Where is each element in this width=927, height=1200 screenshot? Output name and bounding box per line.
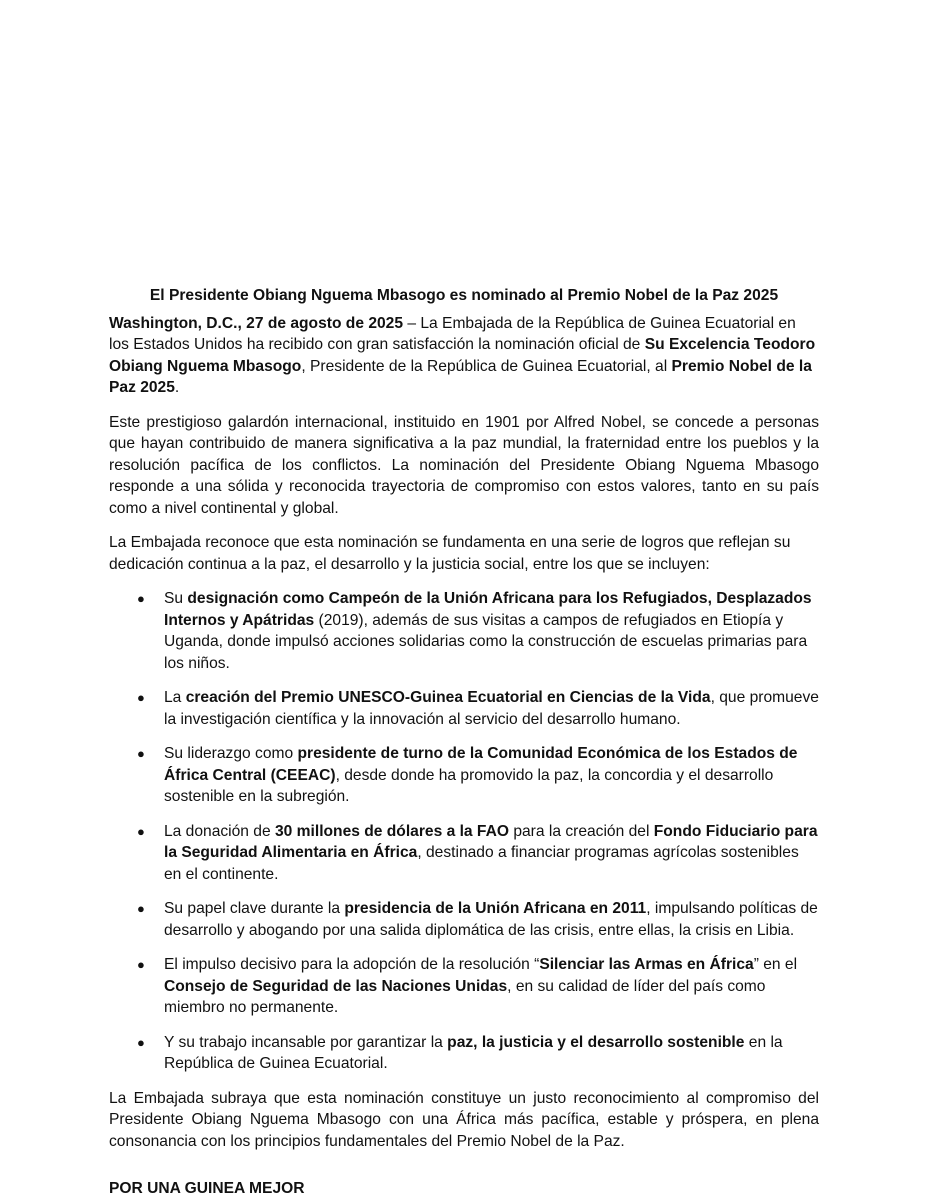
item-bold: Consejo de Seguridad de las Naciones Unidas xyxy=(164,977,508,995)
list-item xyxy=(109,588,819,674)
item-text: para la creación del xyxy=(508,822,654,840)
bullet-icon: ● xyxy=(137,1034,145,1050)
item-text: La donación de xyxy=(164,822,275,840)
intro-text-3: . xyxy=(174,379,180,396)
list-item xyxy=(109,687,819,730)
list-item xyxy=(109,743,819,808)
item-text: Y su trabajo incansable por garantizar la xyxy=(164,1033,448,1051)
item-bold: paz, la justicia y el desarrollo sostenible xyxy=(447,1033,745,1051)
list-item xyxy=(109,1032,819,1075)
item-text: , que promueve la investigación científica y la innovación al servicio del desarrollo humano. xyxy=(164,689,819,728)
intro-paragraph xyxy=(109,313,819,399)
press-release-document xyxy=(109,285,819,1200)
item-text: , impulsando políticas de desarrollo y abogando por una salida diplomática de las crisis, entre ellas, la crisis en Libia. xyxy=(164,900,818,939)
bullet-icon: ● xyxy=(137,746,145,761)
item-text: , destinado a financiar programas agrícolas sostenibles en el continente. xyxy=(164,844,799,883)
item-text: ” en el xyxy=(753,956,798,973)
item-text: en la República de Guinea Ecuatorial. xyxy=(164,1033,783,1072)
achievements-list xyxy=(109,588,819,1075)
intro-bold-nominee: Su Excelencia Teodoro Obiang Nguema Mbasogo xyxy=(109,336,816,375)
bullet-icon: ● xyxy=(137,591,145,606)
item-text: Su liderazgo como xyxy=(164,745,298,762)
prize-description-paragraph: Este prestigioso galardón internacional, instituido en 1901 por Alfred Nobel, se concede a personas que hayan contribuido de manera significativa a la paz mundial, la fraternidad entre los pueblos y la resolución pacífica de los conflictos. La nominación del Presidente Obiang Nguema Mbasogo responde a una sólida y reconocida trayectoria de compromiso con estos valores, tanto en su país como a nivel continental y global. xyxy=(109,413,819,517)
achievements-intro-paragraph: La Embajada reconoce que esta nominación se fundamenta en una serie de logros que reflejan su dedicación continua a la paz, el desarrollo y la justicia social, entre los que se incluyen: xyxy=(109,534,791,573)
bullet-icon: ● xyxy=(137,690,145,705)
item-text: La xyxy=(164,689,186,706)
dateline: Washington, D.C., 27 de agosto de 2025 xyxy=(109,314,404,332)
item-text: Su xyxy=(164,590,188,607)
document-title: El Presidente Obiang Nguema Mbasogo es nominado al Premio Nobel de la Paz 2025 xyxy=(149,287,779,304)
bullet-icon: ● xyxy=(137,901,145,916)
intro-text-2: , Presidente de la República de Guinea Ecuatorial, al xyxy=(301,357,672,375)
item-bold: designación como Campeón de la Unión Africana para los Refugiados, Desplazados Internos y Apátridas xyxy=(164,590,812,629)
list-item xyxy=(109,898,819,941)
list-item xyxy=(109,821,819,886)
intro-text-1: – La Embajada de la República de Guinea Ecuatorial en los Estados Unidos ha recibido con gran satisfacción la nominación oficial de xyxy=(109,314,796,353)
list-item xyxy=(109,954,819,1019)
item-bold: presidente de turno de la Comunidad Económica de los Estados de África Central (CEEAC) xyxy=(164,745,798,784)
item-text: Su papel clave durante la xyxy=(164,900,345,917)
item-text: El impulso decisivo para la adopción de la resolución “ xyxy=(164,956,540,973)
item-text: , en su calidad de líder del país como miembro no permanente. xyxy=(164,977,766,1016)
item-text: (2019), además de sus visitas a campos de refugiados en Etiopía y Uganda, donde impulsó acciones solidarias como la construcción de escuelas primarias para los niños. xyxy=(164,611,808,672)
item-bold: creación del Premio UNESCO-Guinea Ecuatorial en Ciencias de la Vida xyxy=(185,689,711,706)
item-bold: Silenciar las Armas en África xyxy=(539,956,754,973)
item-bold: 30 millones de dólares a la FAO xyxy=(274,822,509,840)
item-bold: Fondo Fiduciario para la Seguridad Alimentaria en África xyxy=(164,822,818,861)
intro-bold-prize: Premio Nobel de la Paz 2025 xyxy=(109,357,812,396)
bullet-icon: ● xyxy=(137,823,145,839)
bullet-icon: ● xyxy=(137,957,145,972)
closing-slogan: POR UNA GUINEA MEJOR xyxy=(109,1180,305,1197)
conclusion-paragraph: La Embajada subraya que esta nominación constituye un justo reconocimiento al compromiso del Presidente Obiang Nguema Mbasogo con una África más pacífica, estable y próspera, en plena consonancia con los principios fundamentales del Premio Nobel de la Paz. xyxy=(109,1089,819,1150)
item-text: , desde donde ha promovido la paz, la concordia y el desarrollo sostenible en la subregión. xyxy=(164,766,774,805)
item-bold: presidencia de la Unión Africana en 2011 xyxy=(344,900,647,917)
